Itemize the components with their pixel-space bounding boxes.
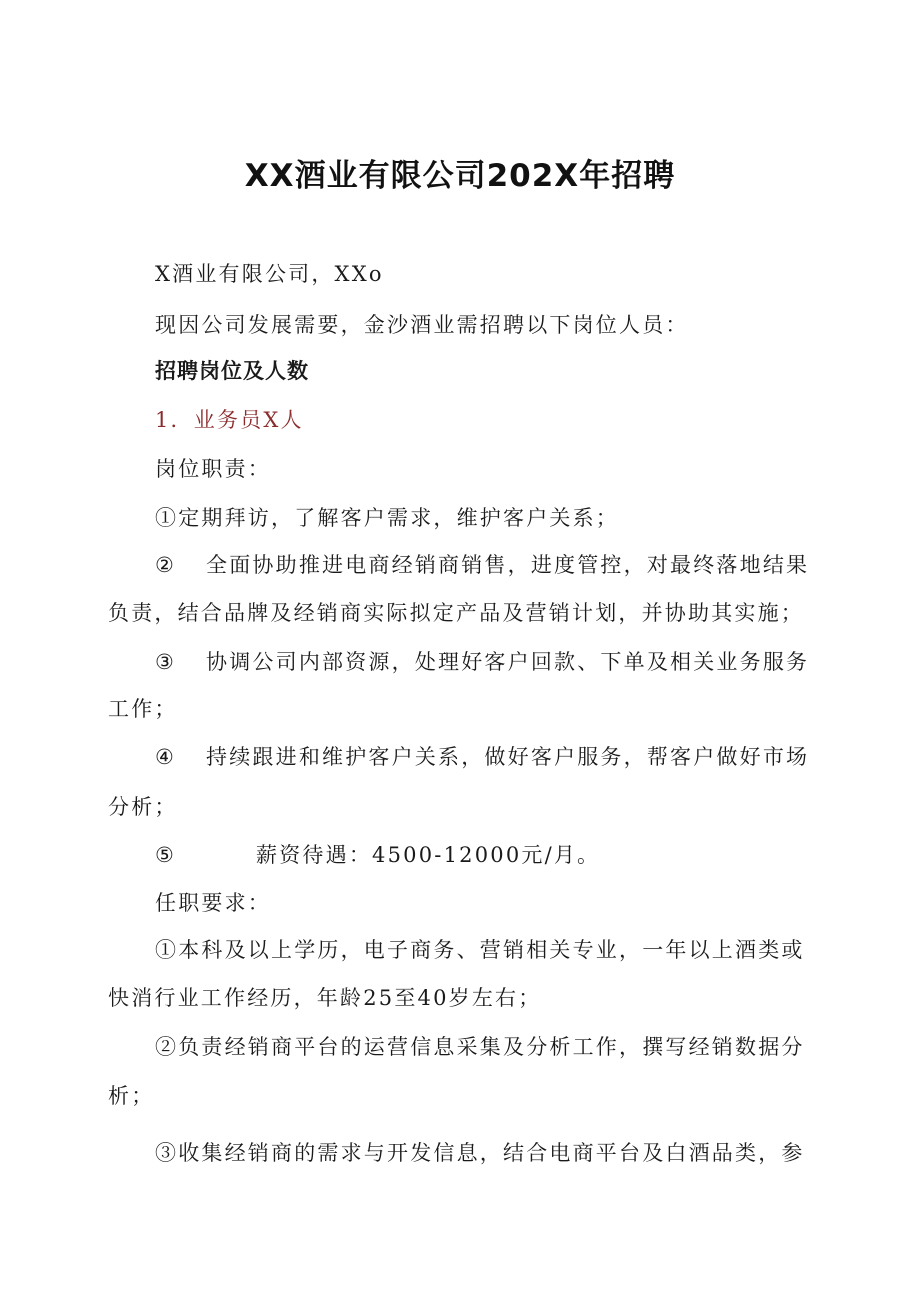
position-title: 1．业务员X人 [155, 408, 304, 432]
duty-item-2-text: 全面协助推进电商经销商销售，进度管控，对最终落地结果 [206, 553, 810, 577]
requirements-label: 任职要求： [155, 891, 271, 915]
company-line: X酒业有限公司，XXo [155, 262, 384, 286]
duty-item-5-text: 薪资待遇：4500-12000元/月。 [256, 843, 601, 867]
duty-item-5-number: ⑤ [155, 843, 177, 867]
requirement-1-line-1: ①本科及以上学历，电子商务、营销相关专业，一年以上酒类或 [155, 938, 805, 962]
document-title: XX酒业有限公司202X年招聘 [244, 158, 676, 194]
duty-item-3-number: ③ [155, 650, 177, 674]
intro-paragraph: 现因公司发展需要，金沙酒业需招聘以下岗位人员： [155, 313, 689, 337]
duty-item-4-text: 持续跟进和维护客户关系，做好客户服务，帮客户做好市场 [206, 745, 810, 769]
duty-item-2-line-2: 负责，结合品牌及经销商实际拟定产品及营销计划，并协助其实施； [108, 601, 804, 625]
duty-item-4-line-2: 分析； [108, 795, 178, 819]
duty-item-4-number: ④ [155, 745, 177, 769]
duty-item-3-text: 协调公司内部资源，处理好客户回款、下单及相关业务服务 [206, 650, 810, 674]
duties-label: 岗位职责： [155, 457, 271, 481]
requirement-1-line-2: 快消行业工作经历，年龄25至40岁左右； [108, 986, 542, 1010]
duty-item-2-line-1 [155, 553, 815, 577]
duty-item-2-number: ② [155, 553, 177, 577]
section-heading: 招聘岗位及人数 [155, 359, 309, 383]
duty-item-3-line-2: 工作； [108, 697, 178, 721]
requirement-2-line-1: ②负责经销商平台的运营信息采集及分析工作，撰写经销数据分 [155, 1035, 805, 1059]
duty-item-4-line-1 [155, 745, 815, 769]
requirement-3-line-1: ③收集经销商的需求与开发信息，结合电商平台及白酒品类，参 [155, 1141, 805, 1165]
requirement-2-line-2: 析； [108, 1084, 155, 1108]
duty-item-5 [155, 843, 815, 867]
duty-item-1: ①定期拜访，了解客户需求，维护客户关系； [155, 506, 619, 530]
duty-item-3-line-1 [155, 650, 815, 674]
